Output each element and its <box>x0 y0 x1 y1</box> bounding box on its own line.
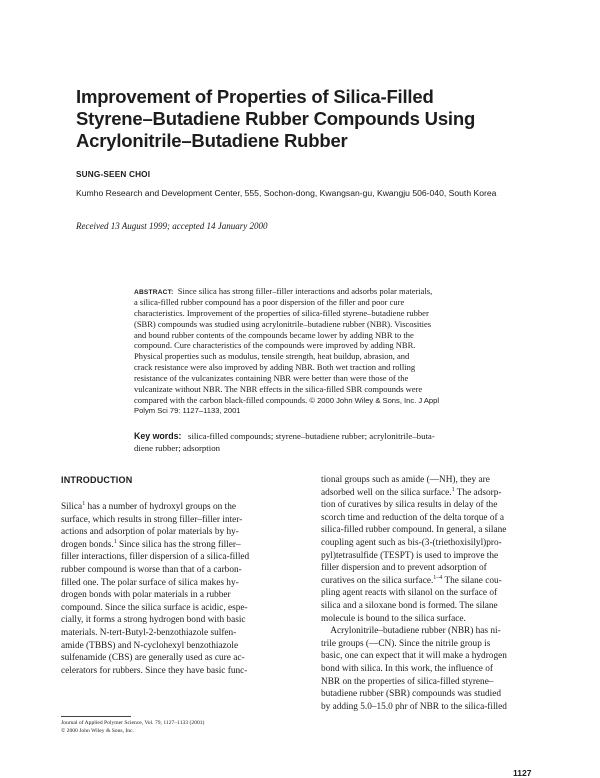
body-text-line: bond with silica. In this work, the influence of <box>321 663 493 674</box>
keywords-text: silica-filled compounds; styrene–butadiene rubber; acrylonitrile–buta- <box>188 431 435 441</box>
journal-footnote <box>61 719 204 735</box>
abstract <box>134 286 520 417</box>
body-text-line: materials. N-tert-Butyl-2-benzothiazole sulfen- <box>61 627 237 638</box>
page-number: 1127 <box>513 768 532 778</box>
footnote-line: © 2000 John Wiley & Sons, Inc. <box>61 728 134 734</box>
body-text-line: curatives on the silica surface.$^{1-4}$ The silane cou- <box>321 574 502 586</box>
author-name: SUNG-SEEN CHOI <box>76 170 151 179</box>
abstract-line: a silica-filled rubber compound has a poor dispersion of the filler and poor cure <box>134 296 405 307</box>
body-text-line: tional groups such as amide (—NH), they are <box>321 475 490 485</box>
body-text-line: by adding 5.0–15.0 phr of NBR to the silica-filled <box>321 701 507 712</box>
body-text-line: scorch time and reduction of the delta torque of a <box>321 512 505 523</box>
body-text-line: filler dispersion and to prevent adsorption of <box>321 563 487 574</box>
author-affiliation: Kumho Research and Development Center, 555, Sochon-dong, Kwangsan-gu, Kwangju 506-040, South Korea <box>76 188 497 198</box>
abstract-line: crack resistance were also improved by adding NBR. Both wet traction and rolling <box>134 362 416 373</box>
abstract-line: compound. Cure characteristics of the compounds were improved by adding NBR. <box>134 340 416 351</box>
body-text-line: silica and a siloxane bond is formed. The silane <box>321 600 498 611</box>
abstract-citation: © 2000 John Wiley & Sons, Inc. J Appl <box>309 395 440 405</box>
abstract-line: (SBR) compounds was studied using acrylonitrile–butadiene rubber (NBR). Viscosities <box>134 318 432 329</box>
footnote-line: Journal of Applied Polymer Science, Vol. 79, 1127–1133 (2001) <box>61 720 205 726</box>
body-text-line: surface, which results in strong filler–filler inter- <box>61 514 243 525</box>
citation-ref: 1–4 <box>433 574 443 581</box>
section-heading: INTRODUCTION <box>61 475 133 485</box>
body-text-line: NBR on the properties of silica-filled styrene– <box>321 676 494 687</box>
body-text-line: drogen bonds.$^1$ Since silica has the strong filler– <box>61 538 241 550</box>
body-text-line: rubber compound is worse than that of a carbon- <box>61 564 242 575</box>
abstract-line: Physical properties such as modulus, tensile strength, heat buildup, abrasion, and <box>134 351 410 362</box>
citation-ref: 1 <box>451 486 455 493</box>
body-text-line: filled one. The polar surface of silica makes hy- <box>61 577 239 588</box>
body-text-line: pling agent reacts with silanol on the surface of <box>321 588 498 599</box>
title-line: Styrene–Butadiene Rubber Compounds Using <box>76 108 476 129</box>
abstract-line: characteristics. Improvement of the properties of silica-filled styrene–butadiene rubber <box>134 307 429 318</box>
citation-ref: 1 <box>82 500 86 507</box>
abstract-line: and bound rubber contents of the compounds became lower by adding NBR to the <box>134 329 414 340</box>
keywords-label: Key words: <box>134 431 182 441</box>
body-text-line: basic, one can expect that it will make a hydrogen <box>321 651 507 662</box>
abstract-label: ABSTRACT: <box>134 289 174 296</box>
body-text-line: silica-filled rubber compound. In general, a silane <box>321 525 507 536</box>
body-text-line: pyl)tetrasulfide (TESPT) is used to improve the <box>321 550 499 561</box>
body-text-line: butadiene rubber (SBR) compounds was studied <box>321 689 501 700</box>
received-dates: Received 13 August 1999; accepted 14 January 2000 <box>76 221 268 231</box>
citation-ref: 1 <box>113 538 117 545</box>
body-text-line: amide (TBBS) and N-cyclohexyl benzothiazole <box>61 640 239 651</box>
abstract-line: resistance of the vulcanizates containing NBR were better than were those of the <box>134 373 409 384</box>
footnote-divider <box>61 716 131 717</box>
body-text-line: molecule is bound to the silica surface. <box>321 613 466 624</box>
body-text-line: filler interactions, filler dispersion of a silica-filled <box>61 552 250 563</box>
title-line: Acrylonitrile–Butadiene Rubber <box>76 130 348 151</box>
abstract-line: vulcanizate without NBR. The NBR effects in the silica-filled SBR compounds were <box>134 384 423 395</box>
body-text-line: Acrylonitrile–butadiene rubber (NBR) has ni- <box>321 626 501 637</box>
body-text-line: drogen bonds with polar materials in a rubber <box>61 590 231 601</box>
abstract-citation-line: Polym Sci 79: 1127–1133, 2001 <box>134 405 241 415</box>
body-column-left <box>61 501 301 677</box>
body-text-line: sulfenamide (CBS) are generally used as cure ac- <box>61 653 245 664</box>
body-text-line: adsorbed well on the silica surface.$^1$ The adsorp- <box>321 486 502 498</box>
article-title <box>76 86 546 152</box>
abstract-line: compared with the carbon black-filled compounds. <box>134 394 308 405</box>
body-text-line: trile groups (—CN). Since the nitrile group is <box>321 638 491 649</box>
body-text-line: tion of curatives by silica results in delay of the <box>321 500 498 511</box>
body-text-line: compound. Since the silica surface is acidic, espe- <box>61 602 248 613</box>
keywords-text: diene rubber; adsorption <box>134 443 220 453</box>
body-text-line: coupling agent such as bis-(3-(triethoxisilyl)pro- <box>321 537 502 548</box>
body-text-line: Silica$^1$ has a number of hydroxyl groups on the <box>61 500 236 512</box>
body-text-line: celerators for rubbers. Since they have basic func- <box>61 665 248 676</box>
title-line: Improvement of Properties of Silica-Filled <box>76 86 434 107</box>
abstract-line: Since silica has strong filler–filler interactions and adsorbs polar materials, <box>177 286 433 296</box>
body-text-line: actions and adsorption of polar materials by hy- <box>61 527 239 538</box>
keywords <box>134 430 520 454</box>
body-text-line: cially, it forms a strong hydrogen bond with basic <box>61 615 246 626</box>
body-column-right <box>321 474 561 713</box>
